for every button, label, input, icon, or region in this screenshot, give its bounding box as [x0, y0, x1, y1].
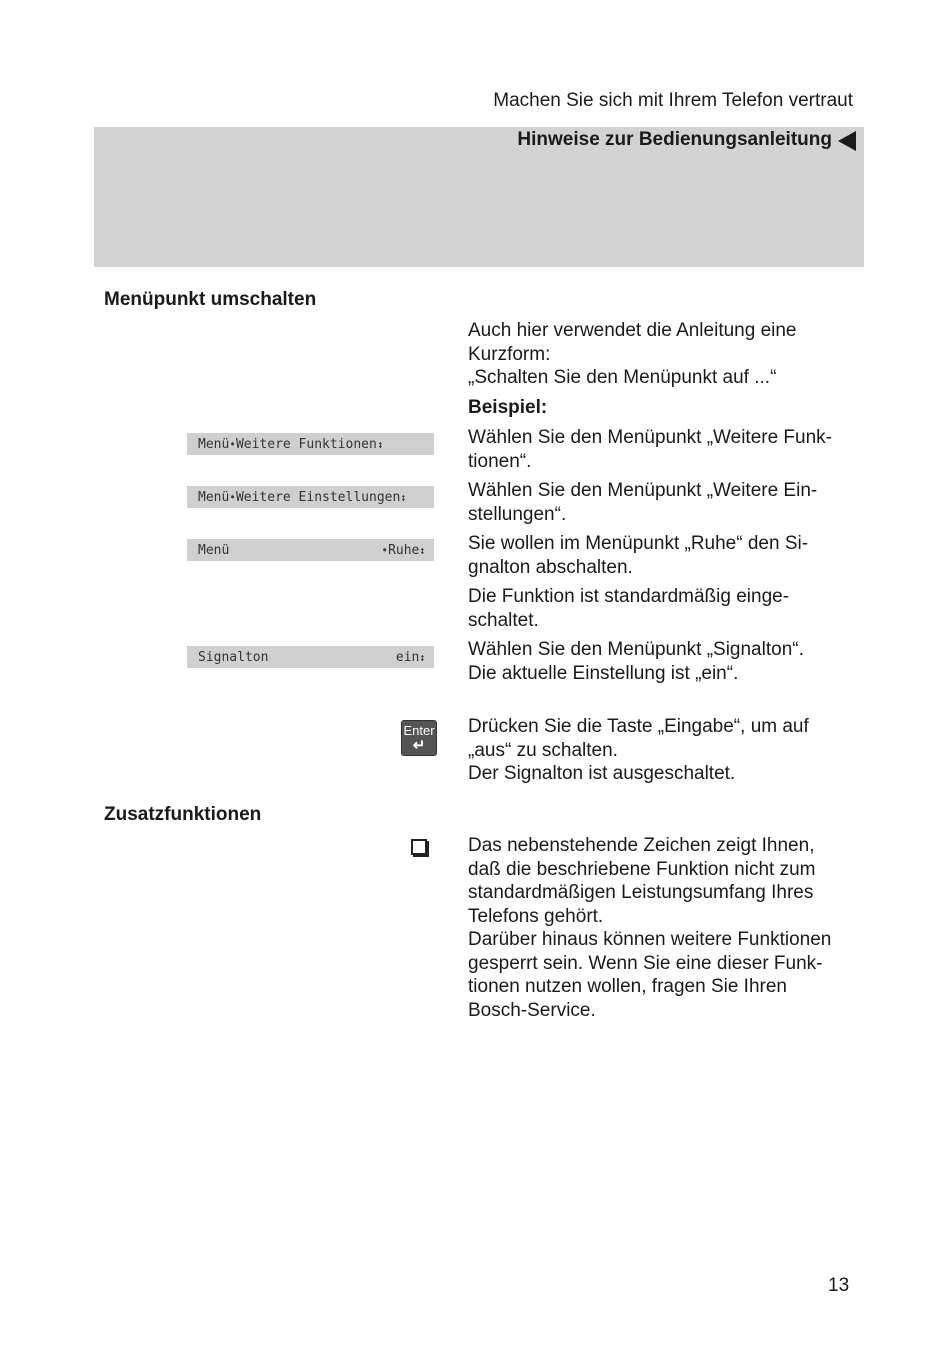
optional-feature-box-icon [411, 839, 427, 855]
enter-key-icon: Enter ↵ [401, 720, 437, 756]
heading-extra-functions: Zusatzfunktionen [104, 804, 262, 825]
display-ruhe: Menü ➧Ruhe↕ [187, 539, 434, 561]
step-enter: Drücken Sie die Taste „Eingabe“, um auf „aus“ zu schalten. Der Signalton ist ausgeschaltet. [468, 716, 809, 784]
chapter-title: Machen Sie sich mit Ihrem Telefon vertraut [493, 90, 853, 111]
display-weitere-einstellungen: Menü➧Weitere Einstellungen↕ [187, 486, 434, 508]
arrow-icon: ➧ [381, 544, 389, 557]
section-arrow-icon [838, 131, 856, 151]
heading-menu-switch: Menüpunkt umschalten [104, 289, 317, 310]
display-signalton: Signalton ein↕ [187, 646, 434, 668]
section-title: Hinweise zur Bedienungsanleitung [517, 129, 832, 150]
page-number: 13 [828, 1275, 850, 1296]
scroll-updown-icon: ↕ [377, 438, 383, 451]
step-signalton: Wählen Sie den Menüpunkt „Signalton“. Die aktuelle Einstellung ist „ein“. [468, 639, 804, 684]
display-weitere-funktionen: Menü➧Weitere Funktionen↕ [187, 433, 434, 455]
scroll-updown-icon: ↕ [420, 544, 426, 557]
example-label: Beispiel: [468, 397, 548, 418]
scroll-updown-icon: ↕ [401, 491, 406, 504]
note-default-on: Die Funktion ist standardmäßig einge- schaltet. [468, 586, 790, 631]
arrow-icon: ➧ [229, 438, 236, 451]
intro-paragraph: Auch hier verwendet die Anleitung eine Kurzform: „Schalten Sie den Menüpunkt auf ...“ [468, 320, 797, 388]
step-weitere-einstellungen: Wählen Sie den Menüpunkt „Weitere Ein- stellungen“. [468, 480, 818, 525]
extra-functions-paragraph: Das nebenstehende Zeichen zeigt Ihnen, daß die beschriebene Funktion nicht zum standardmäßigen Leistungsumfang Ihres Telefons gehört. Darüber hinaus können weitere Funktionen gesperrt sein. Wenn Sie eine dieser Funk- tionen nutzen wollen, fragen Sie Ihren Bosch-Service. [468, 835, 832, 1021]
step-weitere-funktionen: Wählen Sie den Menüpunkt „Weitere Funk- tionen“. [468, 427, 832, 472]
arrow-icon: ➧ [229, 491, 236, 504]
scroll-updown-icon: ↕ [420, 651, 426, 664]
step-ruhe: Sie wollen im Menüpunkt „Ruhe“ den Si- gnalton abschalten. [468, 533, 809, 578]
